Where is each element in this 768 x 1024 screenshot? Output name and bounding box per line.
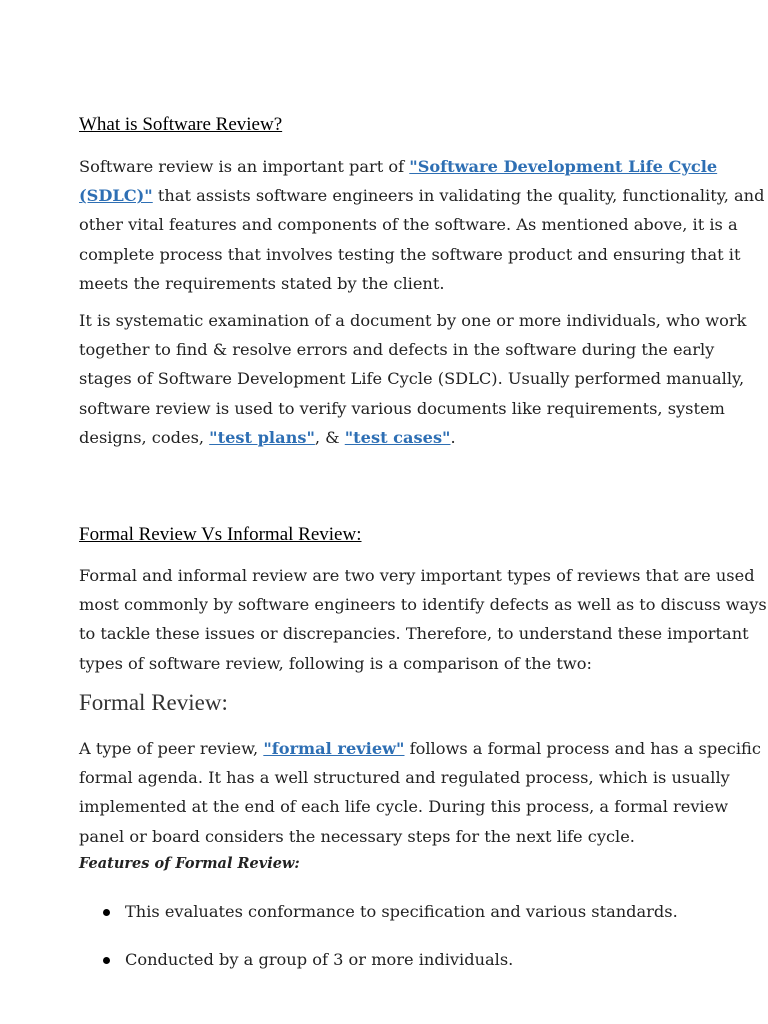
paragraph-text: , & — [314, 427, 345, 447]
section-heading-software-review: What is Software Review? — [79, 114, 283, 135]
feature-item: Conducted by a group of 3 or more individuals. — [125, 950, 514, 969]
section-heading-formal-vs-informal: Formal Review Vs Informal Review: — [79, 524, 362, 545]
paragraph-text: . — [450, 427, 456, 447]
paragraph-software-review-intro — [79, 152, 768, 298]
paragraph-text: that assists software engineers in validating the quality, functionality, and other vital features and components of the software. As mentioned above, it is a complete process that involves testing the software product and ensuring that it meets the requirements stated by the client. — [79, 186, 765, 293]
paragraph-formal-informal-intro: Formal and informal review are two very important types of reviews that are used most commonly by software engineers to identify defects as well as to discuss ways to tackle these issues or discrepancies. Therefore, to understand these important types of software review, following is a comparison of the two: — [79, 566, 767, 673]
bullet-icon — [101, 909, 113, 917]
feature-item: This evaluates conformance to specification and various standards. — [125, 902, 678, 921]
paragraph-text: It is systematic examination of a document by one or more individuals, who work together to find & resolve errors and defects in the software during the early stages of Software Development Life Cycle (SDLC). Usually performed manually, software review is used to verify various documents like requirements, system designs, codes, — [79, 311, 747, 447]
subheading-formal-review: Formal Review: — [79, 690, 228, 715]
paragraph-text: A type of peer review, — [79, 739, 264, 758]
test-cases-link[interactable]: "test cases" — [344, 427, 451, 447]
formal-review-link[interactable]: "formal review" — [263, 739, 405, 758]
paragraph-text: Software review is an important part of — [79, 157, 410, 176]
paragraph-formal-review — [79, 734, 768, 851]
test-plans-link[interactable]: "test plans" — [209, 427, 315, 447]
paragraph-text: follows a formal process and has a specific formal agenda. It has a well structured and regulated process, which is usually implemented at the end of each life cycle. During this process, a formal review panel or board considers the necessary steps for the next life cycle. — [79, 739, 761, 846]
paragraph-systematic-examination — [79, 306, 768, 452]
sdlc-link[interactable]: "Software Development Life Cycle (SDLC)" — [79, 157, 718, 206]
features-label: Features of Formal Review: — [79, 855, 300, 872]
bullet-icon — [101, 957, 113, 965]
